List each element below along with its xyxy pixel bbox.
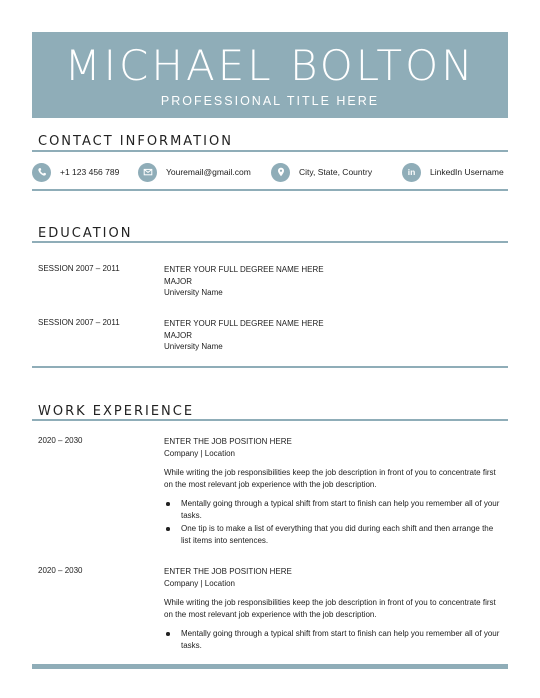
education-session: SESSION 2007 – 2011 [38, 264, 120, 273]
university-name: University Name [164, 342, 223, 351]
job-position: ENTER THE JOB POSITION HERE [164, 567, 292, 576]
footer-rule [32, 664, 508, 669]
job-description: While writing the job responsibilities keep the job description in front of you to concentrate first on the most relevant job experience with the job description. [164, 598, 496, 619]
location-pin-icon [271, 163, 290, 182]
phone-text: +1 123 456 789 [60, 167, 120, 177]
job-description: While writing the job responsibilities keep the job description in front of you to concentrate first on the most relevant job experience with the job description. [164, 468, 496, 489]
contact-email [138, 162, 251, 182]
job-bullet: Mentally going through a typical shift from start to finish can help you remember all of your tasks. [164, 628, 504, 652]
location-text: City, State, Country [299, 167, 373, 177]
job-dates: 2020 – 2030 [38, 566, 83, 575]
email-text[interactable]: Youremail@gmail.com [166, 167, 251, 177]
job-dates: 2020 – 2030 [38, 436, 83, 445]
job-company: Company | Location [164, 578, 236, 588]
education-heading-rule [32, 241, 508, 243]
job-bullets [164, 498, 504, 547]
education-entry [164, 318, 504, 353]
job-bullet: One tip is to make a list of everything that you did during each shift and then arrange the list items into sentences. [164, 523, 504, 547]
education-bottom-rule [32, 366, 508, 368]
linkedin-text[interactable]: LinkedIn Username [430, 167, 504, 177]
major: MAJOR [164, 276, 192, 286]
education-heading: EDUCATION [38, 226, 133, 241]
contact-heading-rule [32, 150, 508, 152]
email-icon [138, 163, 157, 182]
contact-phone [32, 162, 119, 182]
degree-name: ENTER YOUR FULL DEGREE NAME HERE [164, 319, 324, 328]
contact-heading: CONTACT INFORMATION [38, 134, 233, 149]
job-bullet: Mentally going through a typical shift from start to finish can help you remember all of your tasks. [164, 498, 504, 522]
job-company: Company | Location [164, 448, 236, 458]
contact-linkedin [402, 162, 504, 182]
job-position: ENTER THE JOB POSITION HERE [164, 437, 292, 446]
professional-title: PROFESSIONAL TITLE HERE [160, 94, 380, 108]
job-bullets [164, 628, 504, 652]
job-entry [164, 436, 504, 548]
contact-bottom-rule [32, 189, 508, 191]
university-name: University Name [164, 288, 223, 297]
job-entry [164, 566, 504, 653]
degree-name: ENTER YOUR FULL DEGREE NAME HERE [164, 265, 324, 274]
linkedin-icon: in [402, 163, 421, 182]
candidate-name: MICHAEL BOLTON [64, 41, 476, 90]
work-heading-rule [32, 419, 508, 421]
work-heading: WORK EXPERIENCE [38, 404, 195, 419]
major: MAJOR [164, 330, 192, 340]
contact-location [271, 162, 372, 182]
header-band [32, 32, 508, 118]
education-session: SESSION 2007 – 2011 [38, 318, 120, 327]
education-entry [164, 264, 504, 299]
phone-icon [32, 163, 51, 182]
